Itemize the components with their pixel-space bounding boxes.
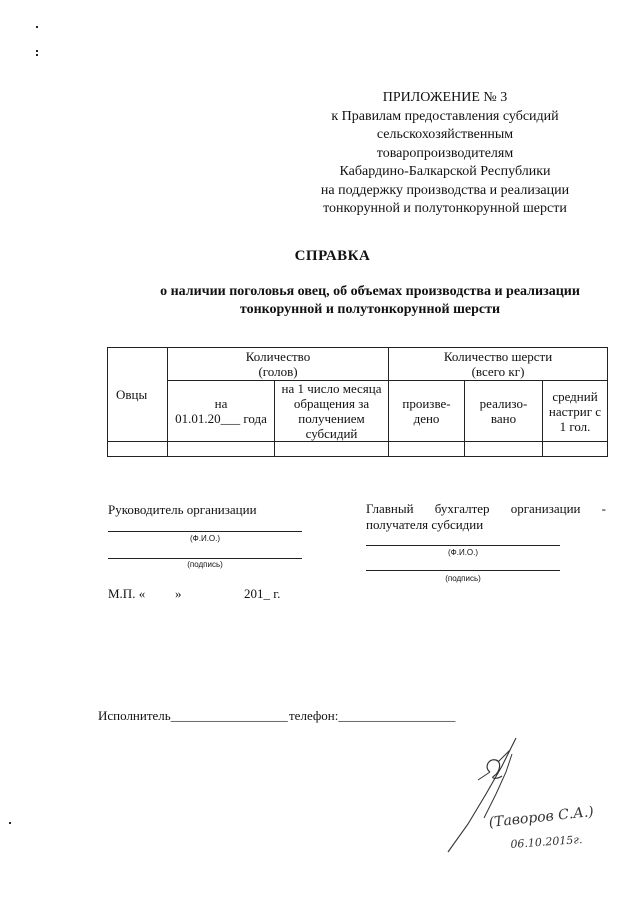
stamp-year: 201_ г. [244,586,281,601]
signature-stroke [448,738,516,852]
col-header-avg-shearing [543,381,608,442]
table-cell-empty [168,442,275,457]
handwritten-date: 06.10.2015г. [510,832,583,851]
scan-speck [36,50,38,52]
col-header-jan1 [168,381,275,442]
header-text: Количество шерсти [443,349,553,364]
chief-sign-caption: (подпись) [445,574,481,583]
header-text: на 1 число месяца [281,381,382,396]
scan-speck [36,26,38,28]
col-header-produced [389,381,465,442]
appendix-line: к Правилам предоставления субсидий [331,108,559,124]
appendix-line: ПРИЛОЖЕНИЕ № 3 [382,90,508,105]
chief-fio-caption: (Ф.И.О.) [447,548,479,557]
header-text: настриг с [548,403,602,419]
handwritten-name: (Таворов С.А.) [488,803,595,831]
header-text: Количество [245,349,311,364]
header-text: обращения за [293,396,370,411]
header-text: дено [413,411,440,426]
appendix-line: на поддержку производства и реализации [320,182,570,198]
subtitle-line: тонкорунной и полутонкорунной шерсти [239,302,501,317]
header-text: (всего кг) [471,364,525,379]
phone-field: телефон:__________________ [289,708,456,723]
table-cell-empty [389,442,465,457]
stamp-place-label: М.П. « [108,586,146,601]
table-cell-empty [108,442,168,457]
head-label: Руководитель организации [108,502,257,517]
chief-accountant-label-2: получателя субсидии [366,517,484,532]
stamp-place-quote: » [175,586,182,601]
appendix-line: Кабардино-Балкарской Республики [339,164,551,179]
signature-stroke [498,750,510,762]
appendix-line: товаропроизводителям [376,145,514,161]
chief-sign-line [366,570,560,571]
head-fio-caption: (Ф.И.О.) [189,534,221,543]
sheep-wool-table [107,347,608,457]
header-text: произве- [402,396,451,411]
header-text: 01.01.20___ года [175,411,267,426]
head-sign-line [108,558,302,559]
header-text: получением [298,411,365,426]
chief-accountant-label: Главный бухгалтер организации - [366,501,606,516]
signature-stroke [478,772,490,780]
col-header-sold [465,381,543,442]
row-label-cell [108,348,168,442]
scan-speck [36,54,38,56]
scan-speck [9,822,11,824]
header-text: (голов) [258,364,298,379]
table-cell-empty [275,442,389,457]
header-text: субсидий [305,426,358,441]
table-cell-empty [543,442,608,457]
chief-fio-line [366,545,560,546]
table-cell-empty [465,442,543,457]
header-text: на [214,396,228,411]
appendix-line: сельскохозяйственным [376,127,514,142]
header-text: 1 гол. [559,418,591,434]
header-heads-count [168,348,389,381]
col-header-month [275,381,389,442]
subtitle-line: о наличии поголовья овец, об объемах производства и реализации [160,284,580,299]
document-subtitle [110,283,630,319]
header-text: средний [552,388,598,404]
header-text: вано [490,411,517,426]
head-fio-line [108,531,302,532]
appendix-line: тонкорунной и полутонкорунной шерсти [323,201,567,216]
head-sign-caption: (подпись) [187,560,223,569]
header-wool-amount [389,348,608,381]
header-text: реализо- [479,396,528,411]
appendix-header [290,89,600,219]
row-label: Овцы [116,387,148,402]
executor-field: Исполнитель__________________ [98,708,288,723]
document-title: СПРАВКА [294,248,371,264]
